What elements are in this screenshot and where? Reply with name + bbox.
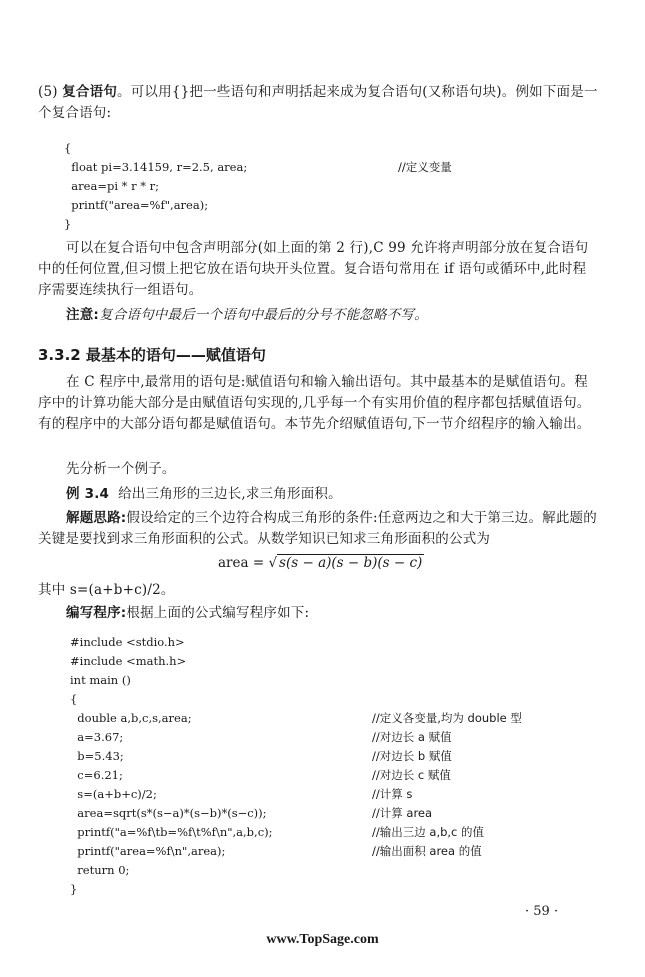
example-heading: [38, 484, 598, 505]
code-line: area=pi * r * r;: [64, 179, 159, 193]
note-label: 注意:: [66, 307, 99, 323]
code-comment: //对边长 a 赋值: [372, 730, 452, 744]
code-line: #include <stdio.h>: [70, 635, 185, 649]
code-comment: //计算 area: [372, 806, 433, 820]
code-line: int main (): [70, 673, 131, 687]
code-line: printf("a=%f\tb=%f\t%f\n",a,b,c);: [70, 825, 273, 839]
code-comment: //计算 s: [372, 787, 413, 801]
paragraph-compound-statement: [38, 82, 598, 124]
code-line: double a,b,c,s,area;: [70, 711, 192, 725]
note: [38, 305, 598, 326]
note-text: 复合语句中最后一个语句中最后的分号不能忽略不写。: [99, 307, 428, 323]
code-comment: //对边长 b 赋值: [372, 749, 452, 763]
area-formula: [218, 554, 424, 571]
item-prefix: (5): [38, 84, 63, 100]
where-s-definition: 其中 s=(a+b+c)/2。: [38, 582, 175, 598]
code-line: return 0;: [70, 863, 130, 877]
code-comment: //对边长 c 赋值: [372, 768, 451, 782]
section-title: 3.3.2 最基本的语句——赋值语句: [38, 346, 266, 364]
solution-idea: [38, 508, 598, 550]
page-number: · 59 ·: [525, 904, 559, 919]
code-line: }: [64, 217, 72, 231]
program-heading: [38, 603, 598, 624]
paragraph-text: 。可以用{}把一些语句和声明括起来成为复合语句(又称语句块)。例如下面是一个复合语句:: [38, 84, 598, 121]
code-line: printf("area=%f",area);: [64, 198, 209, 212]
program-label: 编写程序:: [66, 605, 127, 621]
code-line: {: [70, 692, 78, 706]
code-comment: //定义各变量,均为 double 型: [372, 711, 522, 725]
paragraph-declaration-position: 可以在复合语句中包含声明部分(如上面的第 2 行),C 99 允许将声明部分放在复合语句中的任何位置,但习惯上把它放在语句块开头位置。复合语句常用在 if 语句或循环中,此时程序需要连续执行一组语句。: [38, 240, 589, 298]
code-line: c=6.21;: [70, 768, 123, 782]
code-line: b=5.43;: [70, 749, 124, 763]
code-line: area=sqrt(s*(s−a)*(s−b)*(s−c));: [70, 806, 267, 820]
program-text: 根据上面的公式编写程序如下:: [126, 605, 310, 621]
formula-lhs: area =: [218, 555, 269, 571]
paragraph-assignment-intro: 在 C 程序中,最常用的语句是:赋值语句和输入输出语句。其中最基本的是赋值语句。程序中的计算功能大部分是由赋值语句实现的,几乎每一个有实用价值的程序都包括赋值语句。有的程序中的大部分语句都是赋值语句。本节先介绍赋值语句,下一节介绍程序的输入输出。: [38, 374, 591, 432]
idea-label: 解题思路:: [66, 510, 127, 526]
code-line: #include <math.h>: [70, 654, 187, 668]
code-line: float pi=3.14159, r=2.5, area;: [64, 160, 248, 174]
code-comment: //输出面积 area 的值: [372, 844, 482, 858]
code-comment: //定义变量: [398, 160, 452, 174]
paragraph-example-intro: 先分析一个例子。: [66, 461, 176, 477]
radical-sign: √: [268, 555, 278, 571]
example-text: 给出三角形的三边长,求三角形面积。: [118, 486, 342, 502]
term-compound-statement: 复合语句: [62, 84, 118, 100]
example-label: 例 3.4: [66, 486, 110, 502]
footer-watermark: www.TopSage.com: [266, 932, 379, 947]
code-line: s=(a+b+c)/2;: [70, 787, 157, 801]
idea-text: 假设给定的三个边符合构成三角形的条件:任意两边之和大于第三边。解此题的关键是要找到求三角形面积的公式。从数学知识已知求三角形面积的公式为: [38, 510, 597, 547]
code-line: printf("area=%f\n",area);: [70, 844, 226, 858]
code-line: }: [70, 882, 78, 896]
code-line: a=3.67;: [70, 730, 124, 744]
formula-radicand: s(s − a)(s − b)(s − c): [279, 555, 423, 571]
code-line: {: [64, 141, 72, 155]
code-comment: //输出三边 a,b,c 的值: [372, 825, 485, 839]
